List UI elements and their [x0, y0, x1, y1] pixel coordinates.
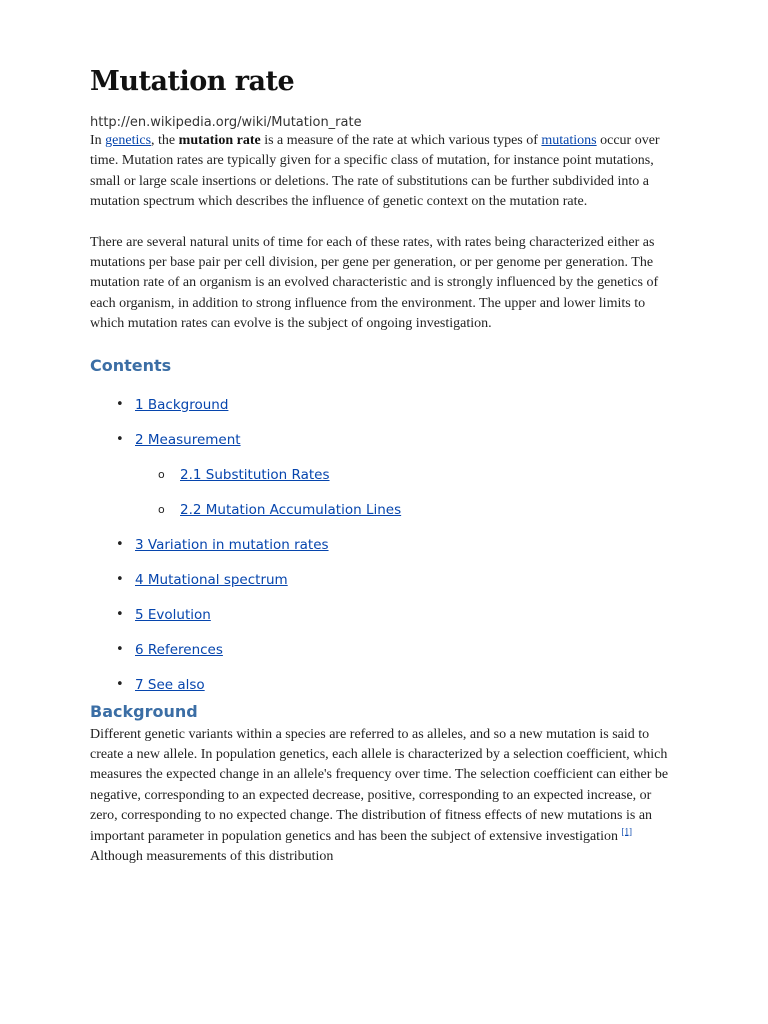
toc-item-see-also [90, 675, 678, 702]
toc-link-mutational-spectrum[interactable]: 4 Mutational spectrum [135, 571, 288, 588]
background-text-continued: Although measurements of this distribution [90, 849, 334, 865]
toc-item-variation [90, 535, 678, 570]
toc-item-evolution [90, 605, 678, 640]
toc-link-references[interactable]: 6 References [135, 641, 223, 658]
link-mutations[interactable]: mutations [541, 133, 597, 148]
toc-item-references [90, 640, 678, 675]
background-text: Different genetic variants within a species are referred to as alleles, and so a new mutation is said to create a new allele. In population genetics, each allele is characterized by a selection coefficient, which measures the expected change in an allele's frequency over time. The selection coefficient can either be negative, corresponding to an expected decrease, positive, corresponding to an expected increase, or zero, corresponding to no expected change. The distribution of fitness effects of new mutations is an important parameter in population genetics and has been the subject of extensive investigation [90, 726, 669, 844]
background-paragraph [90, 725, 678, 868]
bullet-icon: • [116, 396, 124, 412]
toc-link-variation[interactable]: 3 Variation in mutation rates [135, 536, 329, 553]
toc-item-background [90, 395, 678, 430]
intro-paragraph-2: There are several natural units of time for each of these rates, with rates being characterized either as mutations per base pair per cell division, per gene per generation, or per genome per generation. The mutation rate of an organism is an evolved characteristic and is strongly influenced by the genetics of each organism, in addition to strong influence from the environment. The upper and lower limits to which mutation rates can evolve is the subject of ongoing investigation. [90, 234, 659, 332]
contents-heading: Contents [90, 355, 172, 375]
intro-paragraph-1 [90, 131, 678, 213]
toc-link-mutation-accumulation-lines[interactable]: 2.2 Mutation Accumulation Lines [180, 501, 402, 518]
background-heading: Background [90, 701, 198, 721]
intro-text: , the [151, 133, 179, 148]
bullet-circle-icon: o [158, 467, 165, 481]
toc-link-evolution[interactable]: 5 Evolution [135, 606, 211, 623]
toc-item-mutation-accumulation-lines [90, 500, 678, 535]
bullet-icon: • [116, 571, 124, 587]
toc-link-see-also[interactable]: 7 See also [135, 676, 205, 693]
toc-item-measurement [90, 430, 678, 465]
bullet-icon: • [116, 676, 124, 692]
bullet-circle-icon: o [158, 502, 165, 516]
link-genetics[interactable]: genetics [105, 133, 152, 148]
bold-term-mutation-rate: mutation rate [178, 133, 261, 148]
bullet-icon: • [116, 606, 124, 622]
toc-link-measurement[interactable]: 2 Measurement [135, 431, 241, 448]
citation-ref-1 [621, 826, 632, 836]
article-title: Mutation rate [90, 66, 295, 97]
citation-link-1[interactable]: [1] [621, 826, 632, 837]
bullet-icon: • [116, 641, 124, 657]
toc-item-mutational-spectrum [90, 570, 678, 605]
toc-link-substitution-rates[interactable]: 2.1 Substitution Rates [180, 466, 330, 483]
intro-text: is a measure of the rate at which various types of [260, 133, 542, 148]
bullet-icon: • [116, 431, 124, 447]
intro-text: occur over time. Mutation rates are typically given for a specific class of mutation, for instance point mutations, small or large scale insertions or deletions. The rate of substitutions can be further subdivided into a mutation spectrum which describes the influence of genetic context on the mutation rate. [90, 133, 660, 210]
toc-link-background[interactable]: 1 Background [135, 396, 229, 413]
bullet-icon: • [116, 536, 124, 552]
toc-item-substitution-rates [90, 465, 678, 500]
source-url: http://en.wikipedia.org/wiki/Mutation_rate [90, 115, 362, 130]
intro-text: In [90, 133, 106, 148]
table-of-contents [90, 395, 678, 702]
